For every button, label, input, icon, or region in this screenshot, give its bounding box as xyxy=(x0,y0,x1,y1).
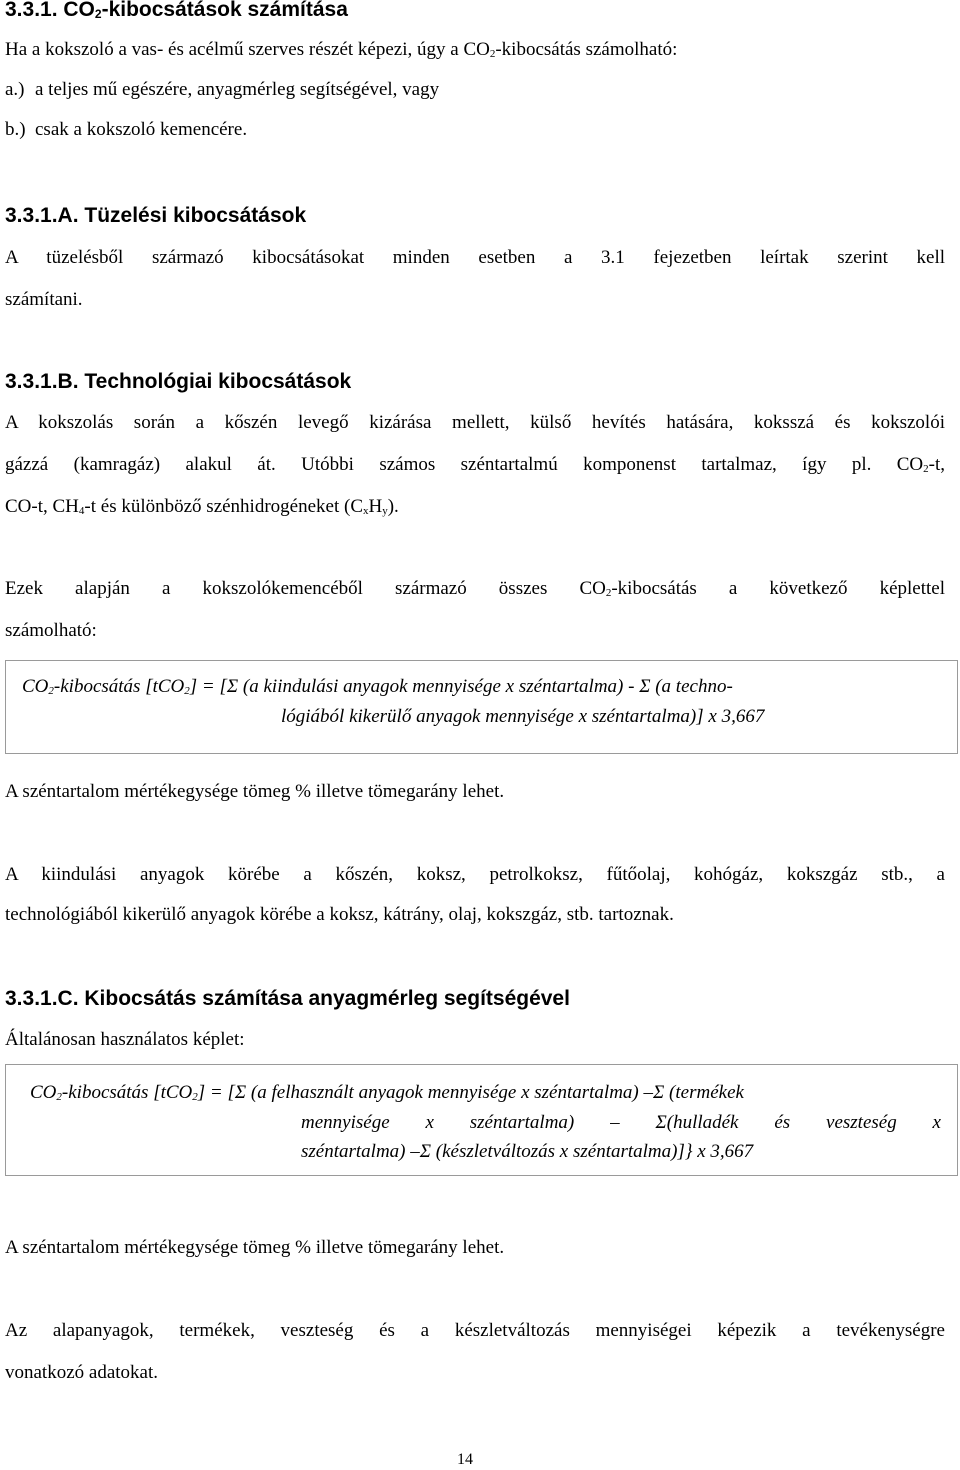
text: CO-t, CH xyxy=(5,496,79,517)
text: H xyxy=(368,496,383,517)
intro-block xyxy=(5,30,945,150)
formula-line xyxy=(30,1079,744,1107)
subscript: 2 xyxy=(489,48,496,60)
subscript: 4 xyxy=(78,505,85,517)
text: ] = [Σ (a kiindulási anyagok mennyisége x széntartalma) - Σ (a techno- xyxy=(189,676,733,697)
section-number: 3.3.1. xyxy=(5,0,58,21)
text: -kibocsátás [tCO xyxy=(53,676,185,697)
formula-line: lógiából kikerülő anyagok mennyisége x széntartalma)] x 3,667 xyxy=(281,706,765,727)
text: -kibocsátás számolható: xyxy=(495,39,678,60)
heading-text: -kibocsátások számítása xyxy=(101,0,348,21)
paragraph-line xyxy=(5,568,945,610)
text: -t, xyxy=(928,454,945,475)
intro-line xyxy=(5,30,945,70)
paragraph-line: számítani. xyxy=(5,289,83,310)
list-marker: a.) xyxy=(5,79,25,100)
section-heading-3-3-1-b: 3.3.1.B. Technológiai kibocsátások xyxy=(5,370,352,393)
section-heading-3-3-1-c: 3.3.1.C. Kibocsátás számítása anyagmérleg segítségével xyxy=(5,987,570,1010)
paragraph-line: technológiából kikerülő anyagok körébe a koksz, kátrány, olaj, kokszgáz, stb. tartoznak. xyxy=(5,904,674,925)
section-heading-3-3-1-a: 3.3.1.A. Tüzelési kibocsátások xyxy=(5,204,307,227)
paragraph-line: A kiindulási anyagok körébe a kőszén, koksz, petrolkoksz, fűtőolaj, kohógáz, kokszgáz stb., a xyxy=(5,864,945,885)
subscript: y xyxy=(382,505,388,517)
unit-note-2 xyxy=(5,1228,945,1268)
text: CO xyxy=(22,676,49,697)
list-item-a xyxy=(5,70,945,110)
formula-line xyxy=(22,673,733,701)
list-text: csak a kokszoló kemencére. xyxy=(35,119,248,140)
subscript: 2 xyxy=(605,587,612,599)
formula-line: mennyisége x széntartalma) – Σ(hulladék és veszteség x xyxy=(301,1112,941,1133)
page-number: 14 xyxy=(457,1451,473,1468)
text: ] = [Σ (a felhasznált anyagok mennyisége x széntartalma) –Σ (termékek xyxy=(197,1082,744,1103)
paragraph-line: vonatkozó adatokat. xyxy=(5,1362,159,1383)
paragraph-line: Az alapanyagok, termékek, veszteség és a készletváltozás mennyiségei képezik a tevékenységre xyxy=(5,1320,945,1341)
text: -kibocsátás a következő képlettel xyxy=(611,578,945,599)
unit-note-1 xyxy=(5,772,945,812)
formula-box-1 xyxy=(5,660,958,754)
text: CO xyxy=(30,1082,57,1103)
subscript: 2 xyxy=(56,1091,62,1103)
formula-box-2 xyxy=(5,1064,958,1176)
paragraph-line: A széntartalom mértékegysége tömeg % illetve tömegarány lehet. xyxy=(5,781,505,802)
subscript: x xyxy=(363,505,369,517)
list-item-b xyxy=(5,110,945,150)
paragraph-line xyxy=(5,486,945,528)
materials-paragraph xyxy=(5,855,945,935)
paragraph-line: Általánosan használatos képlet: xyxy=(5,1029,245,1050)
subscript: 2 xyxy=(184,685,190,697)
formula-intro-paragraph xyxy=(5,568,945,652)
formula-subheading xyxy=(5,1020,945,1060)
subscript: 2 xyxy=(48,685,54,697)
subscript: 2 xyxy=(923,463,929,475)
subscript: 2 xyxy=(192,1091,198,1103)
text: gázzá (kamragáz) alakul át. Utóbbi számos széntartalmú komponenst tartalmaz, így pl. CO xyxy=(5,454,924,475)
paragraph-line xyxy=(5,444,945,486)
paragraph-line: A kokszolás során a kőszén levegő kizárása mellett, külső hevítés hatására, koksszá és kokszolói xyxy=(5,412,945,433)
section-b-paragraph xyxy=(5,402,945,528)
activity-data-paragraph xyxy=(5,1310,945,1394)
text: Ha a kokszoló a vas- és acélmű szerves részét képezi, úgy a CO xyxy=(5,39,490,60)
paragraph-line: számolható: xyxy=(5,620,97,641)
paragraph-line: A tüzelésből származó kibocsátásokat minden esetben a 3.1 fejezetben leírtak szerint kell xyxy=(5,247,945,268)
formula-line: széntartalma) –Σ (készletváltozás x széntartalma)]} x 3,667 xyxy=(301,1141,754,1162)
text: Ezek alapján a kokszolókemencéből származó összes CO xyxy=(5,578,606,599)
text: -kibocsátás [tCO xyxy=(61,1082,193,1103)
heading-text: CO xyxy=(63,0,95,21)
list-marker: b.) xyxy=(5,119,26,140)
text: -t és különböző szénhidrogéneket (C xyxy=(84,496,363,517)
text: ). xyxy=(387,496,399,517)
section-a-paragraph xyxy=(5,238,945,322)
subscript: 2 xyxy=(94,7,102,21)
list-text: a teljes mű egészére, anyagmérleg segítségével, vagy xyxy=(35,79,440,100)
paragraph-line: A széntartalom mértékegysége tömeg % illetve tömegarány lehet. xyxy=(5,1237,505,1258)
section-heading-3-3-1 xyxy=(5,0,348,22)
